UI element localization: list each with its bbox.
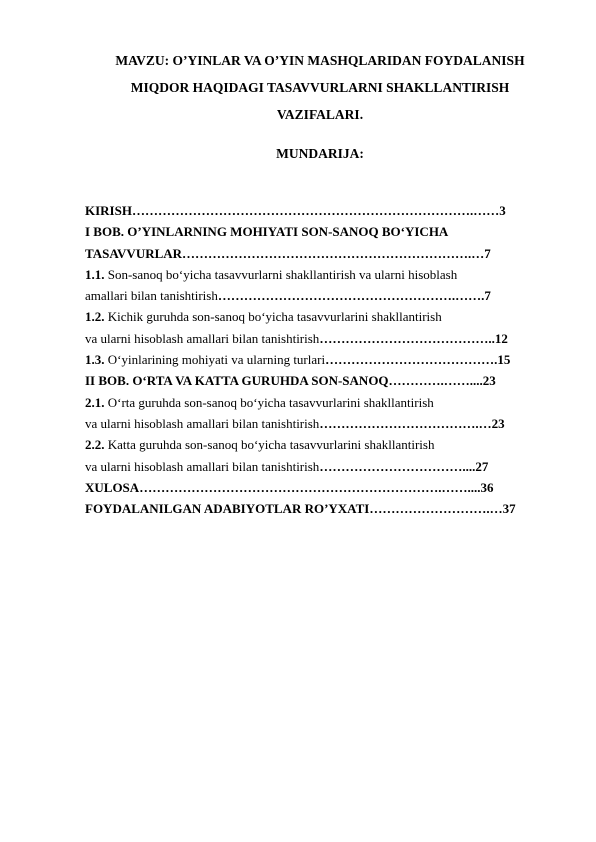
toc-entry-bob1-line1	[85, 221, 555, 242]
toc-leader-dots: ……………………………....	[319, 458, 476, 474]
toc-entry-1-3	[85, 349, 555, 370]
toc-leader-dots: ………………………………….	[325, 352, 498, 368]
toc-entry-text: va ularni hisoblash amallari bilan tanishtirish	[85, 415, 320, 431]
toc-leader-dots: …………………………………………………………….……....	[139, 479, 481, 495]
toc-entry-kirish	[85, 200, 555, 221]
toc-entry-1-1-line1	[85, 264, 555, 285]
toc-entry-1-2-line2	[85, 328, 555, 349]
toc-heading: MUNDARIJA:	[276, 146, 364, 161]
toc-section-number: 1.2.	[85, 309, 105, 325]
toc-page-number: 7	[484, 288, 491, 304]
toc-entry-text: I BOB. O’YINLARNING MOHIYATI SON-SANOQ BO‘YICHA	[85, 224, 449, 240]
toc-entry-bob1-line2	[85, 243, 555, 264]
toc-entry-2-2-line2	[85, 456, 555, 477]
toc-entry-1-1-line2	[85, 285, 555, 306]
document-title	[80, 47, 560, 128]
toc-entry-2-2-line1	[85, 434, 555, 455]
toc-page-number: 12	[494, 330, 508, 346]
toc-page-number: 23	[482, 373, 496, 389]
toc-leader-dots: ……………………………………………….…….	[217, 288, 485, 304]
toc-page-number: 27	[475, 458, 489, 474]
toc-entry-adabiyotlar	[85, 498, 555, 519]
toc-entry-text: O‘yinlarining mohiyati va ularning turlari	[104, 352, 326, 368]
toc-section-number: 2.2.	[85, 437, 105, 453]
toc-section-number: 1.3.	[85, 352, 105, 368]
toc-entry-text: va ularni hisoblash amallari bilan tanishtirish	[85, 330, 320, 346]
title-line-1: MAVZU: O’YINLAR VA O’YIN MASHQLARIDAN FOYDALANISH	[115, 53, 525, 68]
toc-entry-text: XULOSA	[85, 479, 140, 495]
toc-entry-text: va ularni hisoblash amallari bilan tanishtirish	[85, 458, 320, 474]
toc-entry-text: II BOB. O‘RTA VA KATTA GURUHDA SON-SANOQ	[85, 373, 389, 389]
toc-entry-text: TASAVVURLAR	[85, 245, 183, 261]
toc-entry-text: Son-sanoq bo‘yicha tasavvurlarni shakllantirish va ularni hisoblash	[104, 266, 458, 282]
toc-leader-dots: ………………………………………………………….…	[182, 245, 485, 261]
toc-entry-2-1-line1	[85, 392, 555, 413]
toc-page-number: 3	[499, 203, 506, 218]
toc-page-number: 7	[484, 245, 491, 261]
toc-entry-text: FOYDALANILGAN ADABIYOTLAR RO’YXATI	[85, 501, 370, 517]
table-of-contents	[85, 200, 555, 519]
toc-page-number: 36	[480, 479, 494, 495]
toc-leader-dots: ……………………….…	[369, 501, 503, 517]
toc-leader-dots: …………………………………………………………………….……	[131, 203, 500, 218]
toc-page-number: 15	[497, 352, 511, 368]
toc-entry-text: Kichik guruhda son-sanoq bo‘yicha tasavvurlarini shakllantirish	[104, 309, 442, 325]
toc-leader-dots: ……………………………….…	[319, 415, 492, 431]
toc-page-number: 37	[502, 501, 516, 517]
toc-entry-text: amallari bilan tanishtirish	[85, 288, 218, 304]
toc-entry-2-1-line2	[85, 413, 555, 434]
toc-entry-1-2-line1	[85, 306, 555, 327]
toc-entry-bob2	[85, 370, 555, 391]
toc-leader-dots: ………….……....	[388, 373, 483, 389]
toc-entry-xulosa	[85, 477, 555, 498]
toc-page-number: 23	[491, 415, 505, 431]
toc-leader-dots: …………………………………..	[319, 330, 495, 346]
toc-section-number: 1.1.	[85, 266, 105, 282]
toc-section-number: 2.1.	[85, 394, 105, 410]
toc-entry-text: O‘rta guruhda son-sanoq bo‘yicha tasavvurlarini shakllantirish	[104, 394, 434, 410]
toc-entry-text: Katta guruhda son-sanoq bo‘yicha tasavvurlarini shakllantirish	[104, 437, 435, 453]
toc-entry-text: KIRISH	[85, 203, 132, 218]
title-line-3: VAZIFALARI.	[276, 107, 364, 122]
title-line-2: MIQDOR HAQIDAGI TASAVVURLARNI SHAKLLANTIRISH	[130, 80, 510, 95]
